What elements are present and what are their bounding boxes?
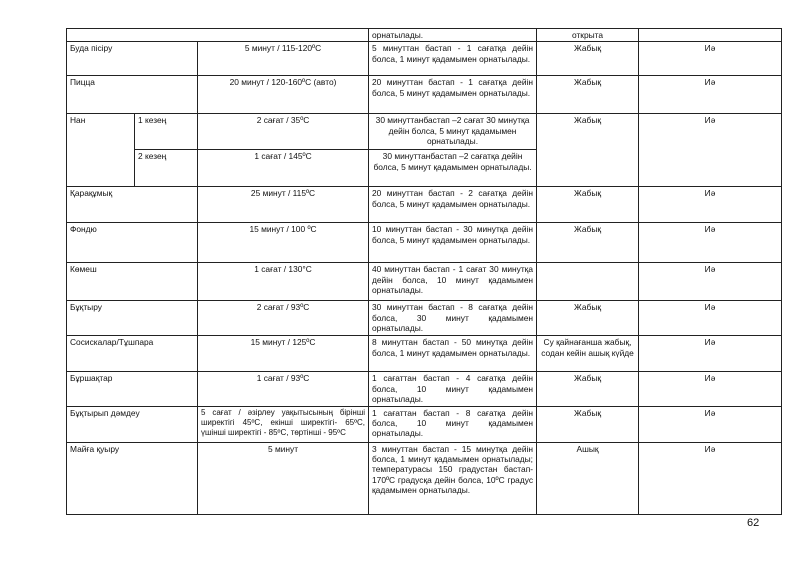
cell-time-temp: 1 сағат / 130°C [198,263,369,301]
cell-description: орнатылады. [369,29,537,42]
cell-preheat: Иә [639,223,782,263]
cell-description: 1 сағаттан бастап - 4 сағатқа дейін болса, 10 минут қадамымен орнатылады. [369,372,537,406]
cell-time-temp: 25 минут / 115ºC [198,187,369,223]
cell-program-name: Пицца [67,76,198,114]
cell-lid: Ашық [537,442,639,514]
cell-lid: Жабық [537,301,639,336]
cell-description: 30 минуттан бастап - 8 сағатқа дейін болса, 30 минут қадамымен орнатылады. [369,301,537,336]
cell-empty [639,29,782,42]
table-row [67,263,782,301]
cell-program-name: Нан [67,114,135,187]
cell-program-name: Сосискалар/Тұшпара [67,336,198,372]
cell-lid [537,263,639,301]
table-row [67,301,782,336]
cell-lid: Жабық [537,76,639,114]
cell-time-temp: 1 сағат / 93ºC [198,372,369,406]
cell-program-name: Буда пісіру [67,42,198,76]
cell-lid: Жабық [537,42,639,76]
cell-preheat: Иә [639,336,782,372]
cell-program-name: Қарақұмық [67,187,198,223]
cell-description: 3 минуттан бастап - 15 минутқа дейін болса, 1 минут қадамымен орнатылады; температурасы 150 градустан бастап- 170ºC градусқа дейін болса, 10ºC градус қадамымен орнатылады. [369,442,537,514]
cell-lid: открыта [537,29,639,42]
cell-description: 30 минуттанбастап –2 сағатқа дейін болса, 5 минут қадамымен орнатылады. [369,150,537,187]
table-row [67,223,782,263]
cell-description: 20 минуттан бастап - 2 сағатқа дейін болса, 5 минут қадамымен орнатылады. [369,187,537,223]
cell-description: 40 минуттан бастап - 1 сағат 30 минутқа дейін болса, 10 минут қадамымен орнатылады. [369,263,537,301]
cell-description: 10 минуттан бастап - 30 минутқа дейін болса, 5 минут қадамымен орнатылады. [369,223,537,263]
cell-description: 8 минуттан бастап - 50 минутқа дейін болса, 1 минут қадамымен орнатылады. [369,336,537,372]
cell-time-temp: 5 сағат / әзірлеу уақытысының бірінші ширектігі 45ºC, екінші ширектігі- 65ºC, үшінші ширектігі - 85ºC, төртінші - 95ºC [198,406,369,442]
cell-time-temp: 20 минут / 120-160ºC (авто) [198,76,369,114]
cell-preheat: Иә [639,42,782,76]
cell-empty [67,29,369,42]
cell-preheat: Иә [639,301,782,336]
cell-lid: Жабық [537,223,639,263]
cooking-programs-table [66,28,782,515]
table-row [67,76,782,114]
cell-time-temp: 2 сағат / 35ºC [198,114,369,150]
table-row [67,187,782,223]
cell-time-temp: 15 минут / 125ºC [198,336,369,372]
cell-lid: Су қайнағанша жабық, содан кейін ашық күйде [537,336,639,372]
page-number: 62 [747,517,760,529]
cell-lid: Жабық [537,372,639,406]
table-row [67,42,782,76]
cell-preheat: Иә [639,372,782,406]
table-row [67,336,782,372]
cell-preheat: Иә [639,406,782,442]
cell-lid: Жабық [537,406,639,442]
cell-time-temp: 15 минут / 100 ºC [198,223,369,263]
table-row [67,114,782,150]
cell-description: 5 минуттан бастап - 1 сағатқа дейін болса, 1 минут қадамымен орнатылады. [369,42,537,76]
cell-stage-label: 1 кезең [135,114,198,150]
cell-preheat: Иә [639,187,782,223]
cell-time-temp: 1 сағат / 145ºC [198,150,369,187]
cell-time-temp: 5 минут / 115-120ºC [198,42,369,76]
cell-time-temp: 5 минут [198,442,369,514]
cell-lid: Жабық [537,187,639,223]
cell-program-name: Майға қуыру [67,442,198,514]
cell-preheat: Иә [639,263,782,301]
cell-program-name: Көмеш [67,263,198,301]
cell-description: 1 сағаттан бастап - 8 сағатқа дейін болса, 10 минут қадамымен орнатылады. [369,406,537,442]
cell-stage-label: 2 кезең [135,150,198,187]
cell-time-temp: 2 сағат / 93ºC [198,301,369,336]
cell-preheat: Иә [639,76,782,114]
cell-program-name: Фондю [67,223,198,263]
table-row [67,406,782,442]
table-row [67,29,782,42]
table-row [67,442,782,514]
cell-preheat: Иә [639,442,782,514]
cell-preheat: Иә [639,114,782,187]
cell-description: 30 минуттанбастап –2 сағат 30 минутқа дейін болса, 5 минут қадамымен орнатылады. [369,114,537,150]
cell-lid: Жабық [537,114,639,187]
cell-program-name: Бұқтыру [67,301,198,336]
cell-program-name: Бұқтырып дәмдеу [67,406,198,442]
cell-description: 20 минуттан бастап - 1 сағатқа дейін болса, 5 минут қадамымен орнатылады. [369,76,537,114]
cell-program-name: Бұршақтар [67,372,198,406]
table-row [67,372,782,406]
